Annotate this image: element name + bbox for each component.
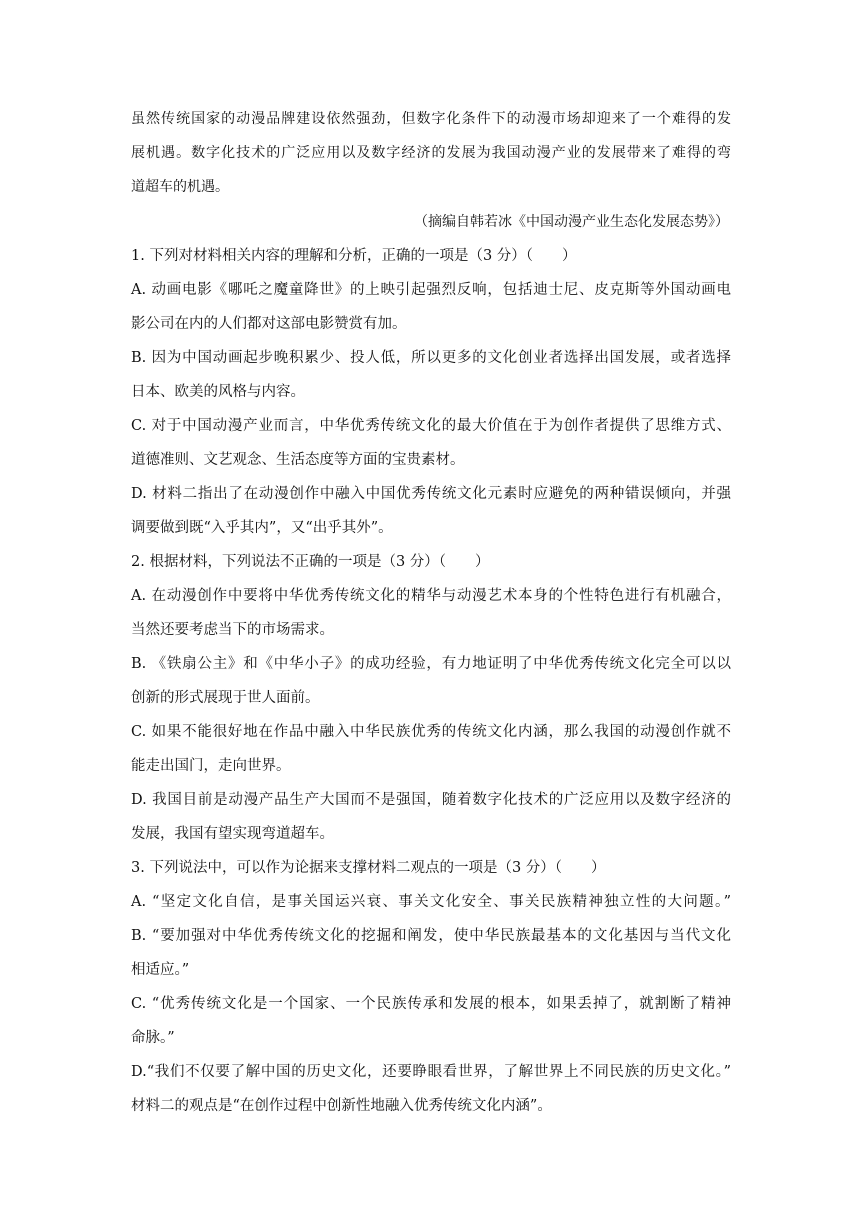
question-3-option-d-line-1: D.“我们不仅要了解中国的历史文化，还要睁眼看世界，了解世界上不同民族的历史文化。” (131, 1064, 731, 1080)
question-3-note: 材料二的观点是“在创作过程中创新性地融入优秀传统文化内涵”。 (131, 1098, 552, 1114)
question-3-option-b-line-1: B. “要加强对中华优秀传统文化的挖掘和阐发，使中华民族最基本的文化基因与当代文化 (131, 928, 731, 944)
question-1-option-d-line-2: 调要做到既“入乎其内”，又“出乎其外”。 (131, 520, 393, 536)
intro-paragraph (131, 102, 731, 204)
question-1-option-a-line-2: 影公司在内的人们都对这部电影赞赏有加。 (131, 316, 407, 332)
question-2-option-d-line-2: 发展，我国有望实现弯道超车。 (131, 826, 334, 842)
question-3-option-b-line-2: 相适应。” (131, 962, 190, 978)
intro-line-1: 虽然传统国家的动漫品牌建设依然强劲，但数字化条件下的动漫市场却迎来了一个难得的发 (131, 111, 731, 127)
source-citation: （摘编自韩若冰《中国动漫产业生态化发展态势》） (414, 214, 729, 230)
question-3 (131, 851, 731, 1123)
intro-line-2: 展机遇。数字化技术的广泛应用以及数字经济的发展为我国动漫产业的发展带来了难得的弯 (131, 145, 731, 161)
question-2-option-c-line-1: C. 如果不能很好地在作品中融入中华民族优秀的传统文化内涵，那么我国的动漫创作就不 (131, 724, 731, 740)
question-2-option-b-line-2: 创新的形式展现于世人面前。 (131, 690, 320, 706)
question-3-stem: 3. 下列说法中，可以作为论据来支撑材料二观点的一项是（3 分）（ ） (131, 860, 606, 876)
question-3-option-a-line-1: A. “坚定文化自信，是事关国运兴衰、事关文化安全、事关民族精神独立性的大问题。” (131, 894, 731, 910)
question-1 (131, 239, 731, 545)
question-1-option-a-line-1: A. 动画电影《哪吒之魔童降世》的上映引起强烈反响，包括迪士尼、皮克斯等外国动画电 (131, 282, 731, 298)
question-3-option-c-line-1: C. “优秀传统文化是一个国家、一个民族传承和发展的根本，如果丢掉了，就割断了精神 (131, 996, 731, 1012)
question-1-option-d-line-1: D. 材料二指出了在动漫创作中融入中国优秀传统文化元素时应避免的两种错误倾向，并强 (131, 486, 731, 502)
question-3-option-c-line-2: 命脉。” (131, 1030, 175, 1046)
question-2-option-c-line-2: 能走出国门，走向世界。 (131, 758, 291, 774)
question-2-stem: 2. 根据材料，下列说法不正确的一项是（3 分）（ ） (131, 554, 490, 570)
question-2 (131, 545, 731, 851)
question-2-option-a-line-1: A. 在动漫创作中要将中华优秀传统文化的精华与动漫艺术本身的个性特色进行有机融合， (131, 588, 731, 604)
question-2-option-b-line-1: B. 《铁扇公主》和《中华小子》的成功经验，有力地证明了中华优秀传统文化完全可以以 (131, 656, 731, 672)
intro-line-3: 道超车的机遇。 (131, 179, 229, 195)
question-2-option-d-line-1: D. 我国目前是动漫产品生产大国而不是强国，随着数字化技术的广泛应用以及数字经济的 (131, 792, 731, 808)
question-1-option-b-line-1: B. 因为中国动画起步晚积累少、投人低，所以更多的文化创业者选择出国发展，或者选择 (131, 350, 731, 366)
question-1-stem: 1. 下列对材料相关内容的理解和分析，正确的一项是（3 分）（ ） (131, 248, 577, 264)
question-1-option-c-line-1: C. 对于中国动漫产业而言，中华优秀传统文化的最大价值在于为创作者提供了思维方式、 (131, 418, 731, 434)
question-2-option-a-line-2: 当然还要考虑当下的市场需求。 (131, 622, 334, 638)
question-1-option-c-line-2: 道德准则、文艺观念、生活态度等方面的宝贵素材。 (131, 452, 465, 468)
question-1-option-b-line-2: 日本、欧美的风格与内容。 (131, 384, 305, 400)
